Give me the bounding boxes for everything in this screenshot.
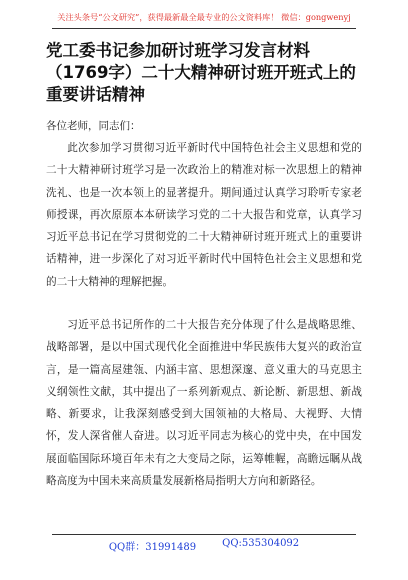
header-banner	[52, 6, 356, 29]
body-paragraph: 习近平总书记所作的二十大报告充分体现了什么是战略思维、战略部署，是以中国式现代化全面推进中华民族伟大复兴的政治宣言，是一篇高屋建瓴、内涵丰富、思想深邃、意义重大的马克思主义纲领性文献，其中提出了一系列新观点、新论断、新思想、新战略、新要求，让我深刻感受到大国领袖的大格局、大视野、大情怀，发人深省催人奋进。以习近平同志为核心的党中央，在中国发展面临国际环境百年未有之大变局之际，运筹帷幄，高瞻远瞩从战略高度为中国未来高质量发展新格局指明大方向和新路径。	[46, 319, 362, 488]
footer-qq-group: QQ群：31991489	[108, 542, 197, 553]
salutation: 各位老师，同志们：	[46, 120, 141, 132]
document-title: 党工委书记参加研讨班学习发言材料（1769字）二十大精神研讨班开班式上的重要讲话精神	[46, 41, 356, 104]
header-banner-text: 关注头条号“公文研究”，获得最新最全最专业的公文资料库！ 微信：gongwenyj	[57, 11, 351, 22]
body-paragraph: 此次参加学习贯彻习近平新时代中国特色社会主义思想和党的二十大精神研讨班学习是一次政治上的精准对标一次思想上的精神洗礼、也是一次本领上的显著提升。期间通过认真学习聆听专家老师授课，再次原原本本研读学习党的二十大报告和党章，认真学习习近平总书记在学习贯彻党的二十大精神研讨班开班式上的重要讲话精神，进一步深化了对习近平新时代中国特色社会主义思想和党的二十大精神的理解把握。	[46, 142, 362, 288]
footer-qq: QQ:535304092	[222, 538, 300, 549]
footer	[52, 534, 356, 553]
